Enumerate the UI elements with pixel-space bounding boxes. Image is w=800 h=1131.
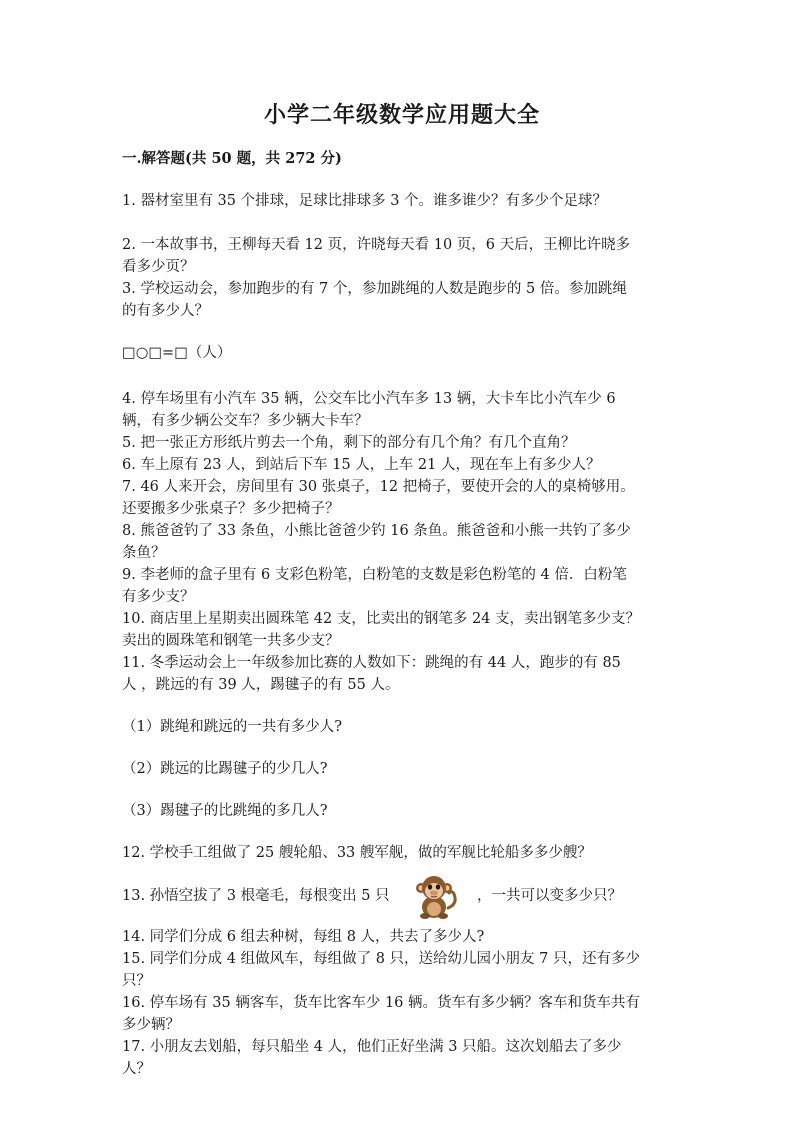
question-11-sub-2: （2）跳远的比踢毽子的少几人? [122, 761, 328, 777]
question-9-line-2: 有多少支？ [122, 589, 195, 605]
question-8-line-2: 条鱼？ [122, 545, 166, 561]
question-16-line-2: 多少辆？ [122, 1017, 180, 1033]
question-8-line-1: 8. 熊爸爸钓了 33 条鱼，小熊比爸爸少钓 16 条鱼。熊爸爸和小熊一共钓了多少 [122, 523, 631, 539]
question-7-line-1: 7. 46 人来开会，房间里有 30 张桌子，12 把椅子，要使开会的人的桌椅够用。 [122, 479, 635, 495]
question-7-line-2: 还要搬多少张桌子？多少把椅子？ [122, 501, 340, 517]
question-3-line-2: 的有多少人？ [122, 303, 209, 319]
question-11-sub-3: （3）踢毽子的比跳绳的多几人? [122, 803, 328, 819]
question-2-line-1: 2. 一本故事书，王柳每天看 12 页，许晓每天看 10 页，6 天后，王柳比许晓多 [122, 237, 631, 253]
question-9-line-1: 9. 李老师的盒子里有 6 支彩色粉笔，白粉笔的支数是彩色粉笔的 4 倍．白粉笔 [122, 567, 627, 583]
question-11-line-2: 人 ，跳远的有 39 人，踢毽子的有 55 人。 [122, 677, 400, 693]
worksheet-page [122, 0, 682, 1080]
question-10-line-2: 卖出的圆珠笔和钢笔一共多少支？ [122, 633, 340, 649]
question-12: 12. 学校手工组做了 25 艘轮船、33 艘军舰，做的军舰比轮船多多少艘？ [122, 845, 592, 861]
question-13 [122, 874, 682, 918]
question-3-formula: □○□=□（人） [122, 345, 232, 361]
question-15-line-2: 只？ [122, 973, 151, 989]
question-4-line-1: 4. 停车场里有小汽车 35 辆，公交车比小汽车多 13 辆，大卡车比小汽车少 6 [122, 391, 616, 407]
question-14: 14. 同学们分成 6 组去种树，每组 8 人，共去了多少人? [122, 929, 485, 945]
question-17-line-2: 人？ [122, 1061, 151, 1077]
question-6: 6. 车上原有 23 人，到站后下车 15 人，上车 21 人，现在车上有多少人？ [122, 457, 601, 473]
question-11-line-1: 11. 冬季运动会上一年级参加比赛的人数如下：跳绳的有 44 人，跑步的有 85 [122, 655, 621, 671]
question-11-sub-1: （1）跳绳和跳远的一共有多少人? [122, 719, 342, 735]
question-16-line-1: 16. 停车场有 35 辆客车，货车比客车少 16 辆。货车有多少辆？客车和货车共有 [122, 995, 641, 1011]
question-17-line-1: 17. 小朋友去划船，每只船坐 4 人，他们正好坐满 3 只船。这次划船去了多少 [122, 1039, 622, 1055]
section-heading: 一.解答题(共 50 题，共 272 分) [122, 150, 342, 167]
question-2-line-2: 看多少页？ [122, 259, 195, 275]
question-15-line-1: 15. 同学们分成 4 组做风车，每组做了 8 只，送给幼儿园小朋友 7 只，还有多少 [122, 951, 640, 967]
question-13-part-1: 13. 孙悟空拔了 3 根毫毛，每根变出 5 只 [122, 888, 390, 904]
page-title: 小学二年级数学应用题大全 [263, 102, 540, 128]
question-5: 5. 把一张正方形纸片剪去一个角，剩下的部分有几个角？有几个直角？ [122, 435, 576, 451]
question-10-line-1: 10. 商店里上星期卖出圆珠笔 42 支，比卖出的钢笔多 24 支，卖出钢笔多少支？ [122, 611, 641, 627]
monkey-icon [412, 874, 460, 920]
question-1: 1. 器材室里有 35 个排球，足球比排球多 3 个。谁多谁少？有多少个足球？ [122, 193, 608, 209]
question-4-line-2: 辆，有多少辆公交车？多少辆大卡车？ [122, 413, 369, 429]
question-3-line-1: 3. 学校运动会，参加跑步的有 7 个，参加跳绳的人数是跑步的 5 倍。参加跳绳 [122, 281, 627, 297]
question-13-part-2: ，一共可以变多少只？ [477, 888, 622, 904]
